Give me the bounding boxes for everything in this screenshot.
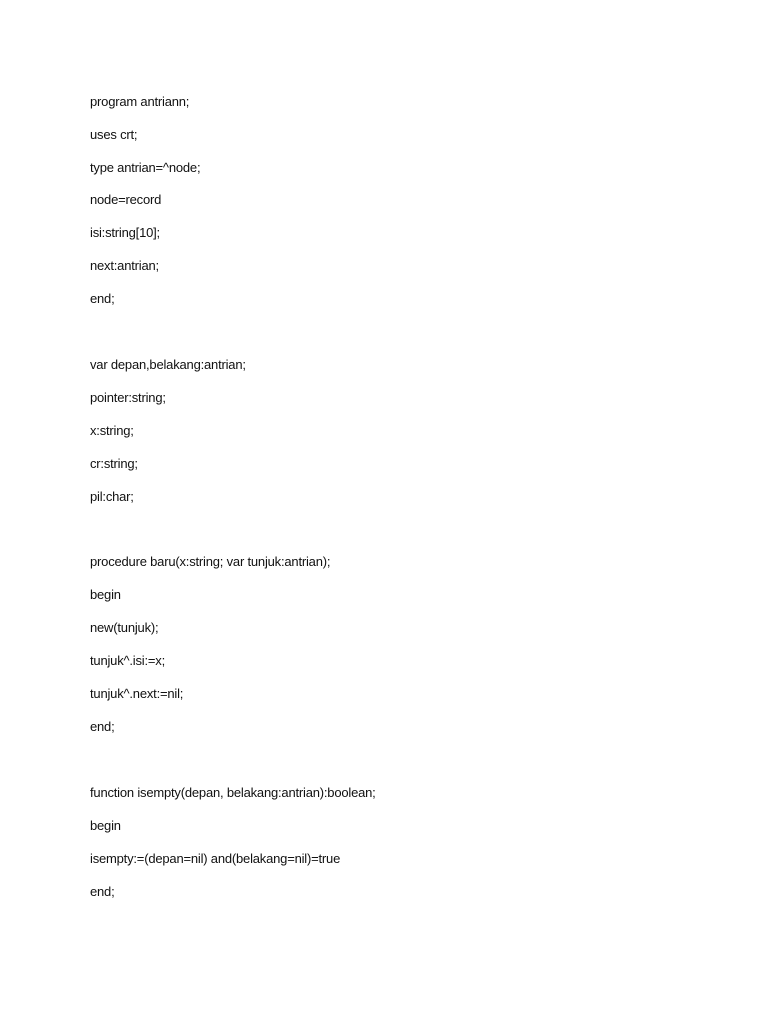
code-line: isi:string[10]; [90, 225, 160, 240]
code-line: new(tunjuk); [90, 620, 159, 635]
code-line: end; [90, 719, 115, 734]
code-line: tunjuk^.next:=nil; [90, 686, 184, 701]
code-line: x:string; [90, 423, 134, 438]
code-line: uses crt; [90, 127, 138, 142]
code-line: pil:char; [90, 489, 134, 504]
code-line: begin [90, 587, 121, 602]
code-line: begin [90, 818, 121, 833]
code-line: type antrian=^node; [90, 160, 201, 175]
code-line: var depan,belakang:antrian; [90, 357, 246, 372]
code-line: pointer:string; [90, 390, 166, 405]
code-line: end; [90, 291, 115, 306]
code-line: next:antrian; [90, 258, 159, 273]
code-line: isempty:=(depan=nil) and(belakang=nil)=true [90, 851, 341, 866]
code-line: procedure baru(x:string; var tunjuk:antrian); [90, 554, 331, 569]
code-line: node=record [90, 192, 162, 207]
code-line: end; [90, 884, 115, 899]
code-line: function isempty(depan, belakang:antrian):boolean; [90, 785, 376, 800]
code-line: program antriann; [90, 94, 190, 109]
code-line: tunjuk^.isi:=x; [90, 653, 165, 668]
code-line: cr:string; [90, 456, 138, 471]
